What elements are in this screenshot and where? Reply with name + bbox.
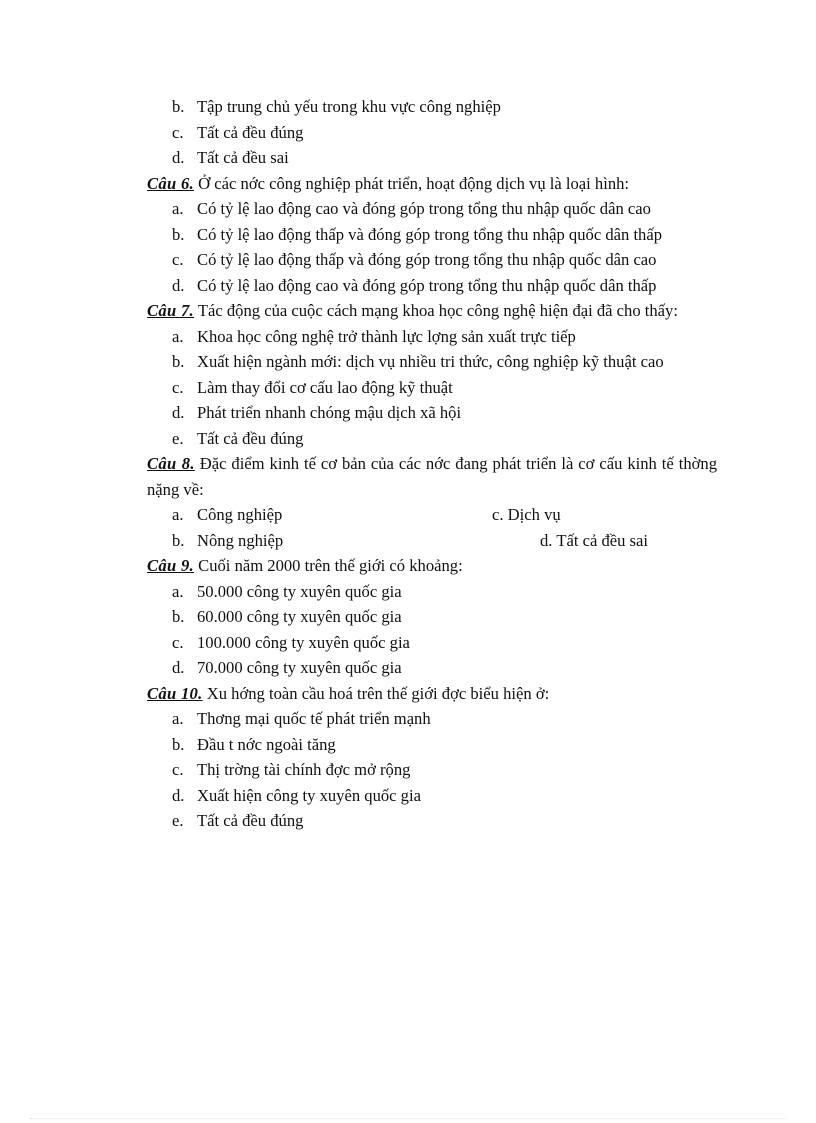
question-7: [147, 298, 717, 324]
option-item: [147, 655, 717, 681]
option-item: [147, 630, 717, 656]
option-item: [492, 502, 717, 528]
option-item: [147, 604, 717, 630]
option-item: [147, 426, 717, 452]
option-letter: a.: [172, 199, 184, 218]
option-letter: d.: [172, 148, 185, 167]
option-letter: a.: [172, 505, 184, 524]
option-item: [147, 247, 717, 273]
option-item: [147, 502, 492, 528]
option-text: Có tỷ lệ lao động cao và đóng góp trong tổng thu nhập quốc dân thấp: [197, 275, 657, 295]
question-6-options: [147, 196, 717, 298]
question-9-label: Câu 9.: [147, 556, 194, 575]
option-text: Tập trung chủ yếu trong khu vực công nghiệp: [197, 97, 501, 116]
option-letter: a.: [172, 709, 184, 728]
option-letter: d.: [540, 530, 553, 550]
option-text: Thơng mại quốc tế phát triển mạnh: [197, 709, 431, 728]
option-text: Có tỷ lệ lao động thấp và đóng góp trong tổng thu nhập quốc dân cao: [197, 250, 657, 269]
question-7-text: Tác động của cuộc cách mạng khoa học công nghệ hiện đại đã cho thấy:: [194, 301, 678, 320]
option-text: 70.000 công ty xuyên quốc gia: [197, 658, 402, 677]
document-content: [147, 94, 717, 834]
option-item: [147, 349, 717, 375]
option-item: [147, 706, 717, 732]
option-item: [147, 273, 717, 299]
question-10-text: Xu hớng toàn cầu hoá trên thế giới đợc biểu hiện ở:: [202, 683, 550, 703]
option-letter: d.: [172, 403, 185, 422]
option-letter: d.: [172, 785, 185, 805]
option-item: [147, 120, 717, 146]
option-text: Có tỷ lệ lao động thấp và đóng góp trong tổng thu nhập quốc dân thấp: [197, 224, 663, 244]
option-item: [147, 579, 717, 605]
question-6-label: Câu 6.: [147, 173, 194, 193]
question-10-label: Câu 10.: [147, 683, 203, 703]
page-bottom-divider: [30, 1118, 786, 1119]
option-text: Tất cả đều đúng: [197, 122, 304, 142]
option-item: [147, 196, 717, 222]
option-text: Xuất hiện công ty xuyên quốc gia: [197, 785, 421, 805]
question-9-text: Cuối năm 2000 trên thế giới có khoảng:: [194, 556, 463, 575]
question-7-label: Câu 7.: [147, 301, 194, 320]
option-text: Nông nghiệp: [197, 530, 284, 550]
option-item: [147, 375, 717, 401]
option-text: Tất cả đều đúng: [197, 811, 304, 830]
option-letter: b.: [172, 607, 185, 626]
question-9-options: [147, 579, 717, 681]
option-text: Phát triển nhanh chóng mậu dịch xã hội: [197, 403, 462, 422]
option-letter: e.: [172, 428, 184, 448]
question-10: [147, 681, 717, 707]
option-letter: a.: [172, 581, 184, 601]
option-item: [147, 783, 717, 809]
option-letter: c.: [172, 377, 184, 397]
question-10-options: [147, 706, 717, 834]
option-text: Đầu t nớc ngoài tăng: [197, 734, 336, 754]
question-7-options: [147, 324, 717, 452]
option-letter: d.: [172, 275, 185, 295]
option-letter: b.: [172, 97, 185, 116]
option-item: [492, 528, 717, 554]
option-item: [147, 145, 717, 171]
option-item: [147, 400, 717, 426]
option-text: Dịch vụ: [507, 505, 561, 524]
option-letter: b.: [172, 352, 185, 371]
option-text: Công nghiệp: [197, 505, 283, 524]
option-text: Tất cả đều đúng: [197, 428, 304, 448]
option-text: Tất cả đều sai: [197, 148, 289, 167]
question-6-text: Ở các nớc công nghiệp phát triển, hoạt động dịch vụ là loại hình:: [194, 173, 630, 193]
option-item: [147, 94, 717, 120]
option-item: [147, 732, 717, 758]
option-letter: c.: [492, 505, 504, 524]
question-8-options: [147, 502, 717, 553]
option-item: [147, 528, 492, 554]
option-letter: e.: [172, 811, 184, 830]
option-letter: c.: [172, 632, 184, 652]
option-letter: d.: [172, 658, 185, 677]
previous-question-options: [147, 94, 717, 171]
option-text: 100.000 công ty xuyên quốc gia: [197, 632, 410, 652]
option-letter: c.: [172, 122, 184, 142]
option-text: Thị trờng tài chính đợc mở rộng: [197, 760, 411, 779]
option-letter: a.: [172, 326, 184, 346]
question-8-text: Đặc điểm kinh tế cơ bản của các nớc đang phát triển là cơ cấu kinh tế thờng nặng về:: [147, 454, 717, 499]
option-item: [147, 808, 717, 834]
question-8: [147, 451, 717, 502]
question-6: [147, 171, 717, 197]
option-item: [147, 757, 717, 783]
option-letter: c.: [172, 250, 184, 269]
option-text: Khoa học công nghệ trở thành lực lợng sản xuất trực tiếp: [197, 326, 576, 346]
option-letter: b.: [172, 224, 185, 244]
question-9: [147, 553, 717, 579]
option-text: Xuất hiện ngành mới: dịch vụ nhiều tri thức, công nghiệp kỹ thuật cao: [197, 352, 664, 371]
option-letter: b.: [172, 734, 185, 754]
option-text: Làm thay đổi cơ cấu lao động kỹ thuật: [197, 377, 453, 397]
option-letter: b.: [172, 530, 185, 550]
option-text: 60.000 công ty xuyên quốc gia: [197, 607, 402, 626]
option-text: Có tỷ lệ lao động cao và đóng góp trong tổng thu nhập quốc dân cao: [197, 199, 651, 218]
question-8-label: Câu 8.: [147, 454, 195, 473]
option-item: [147, 222, 717, 248]
option-letter: c.: [172, 760, 184, 779]
option-item: [147, 324, 717, 350]
option-text: Tất cả đều sai: [556, 530, 648, 550]
option-text: 50.000 công ty xuyên quốc gia: [197, 581, 402, 601]
